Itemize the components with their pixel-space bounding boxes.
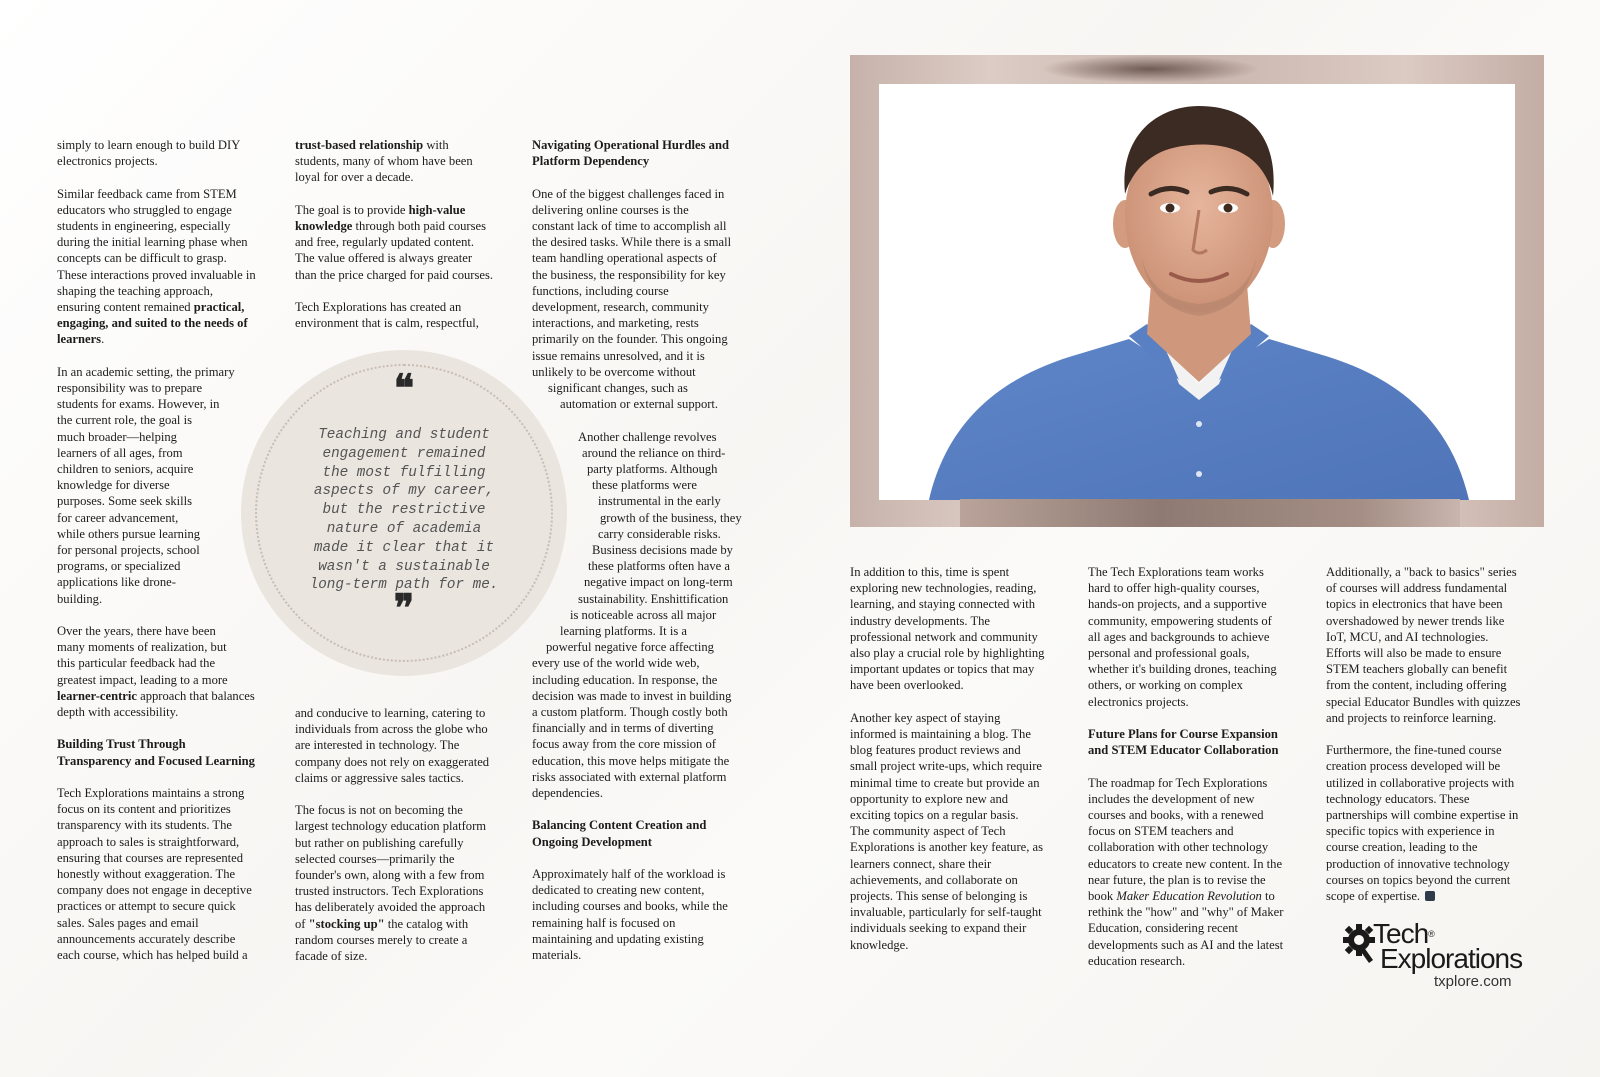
- text-line: students for exams. However, in: [57, 397, 220, 412]
- text-line: negative impact on long-term: [584, 575, 733, 590]
- text-line: loyal for over a decade.: [295, 170, 414, 185]
- text-line: carry considerable risks.: [598, 526, 721, 541]
- text-line: informed is maintaining a blog. The: [850, 727, 1031, 742]
- photo-frame-shadow: [960, 499, 1460, 527]
- text-line: has deliberately avoided the approach: [295, 900, 486, 915]
- paragraph: [295, 299, 520, 331]
- paragraph: [1088, 564, 1313, 710]
- text-line: blog features product reviews and: [850, 743, 1021, 758]
- column-5: [1088, 564, 1313, 985]
- paragraph: [532, 186, 762, 413]
- text-line: this particular feedback had the: [57, 656, 216, 671]
- text-line: remaining half is focused on: [532, 915, 676, 930]
- text-line: are interested in technology. The: [295, 738, 460, 753]
- text-line: ensuring content remained practical,: [57, 300, 245, 315]
- text-line: The value offered is always greater: [295, 251, 473, 266]
- text-line: focus on STEM teachers and: [1088, 824, 1234, 839]
- section-heading-navigating: Navigating Operational Hurdles and Platform Dependency: [532, 138, 729, 169]
- text-line: near future, the plan is to revise the: [1088, 872, 1266, 887]
- text-line: from the content, including offering: [1326, 678, 1507, 693]
- gear-icon: [1343, 924, 1377, 964]
- text-line: minimal time to create but provide an: [850, 775, 1040, 790]
- portrait-illustration: [879, 84, 1515, 500]
- text-line: announcements accurately describe: [57, 931, 236, 946]
- text-line: These interactions proved invaluable in: [57, 267, 256, 282]
- text-line: courses on topics beyond the current: [1326, 872, 1511, 887]
- text-line: learner-centric approach that balances: [57, 688, 255, 703]
- portrait-photo-frame: [850, 55, 1544, 527]
- text-line: and free, regularly updated content.: [295, 235, 475, 250]
- text-line: small project write-ups, which require: [850, 759, 1042, 774]
- text-line: dedicated to creating new content,: [532, 883, 705, 898]
- text-line: around the reliance on third-: [582, 445, 726, 460]
- text-line: and projects to reinforce learning.: [1326, 710, 1497, 725]
- paragraph: [57, 186, 282, 348]
- text-line: these platforms often have a: [588, 559, 730, 574]
- text-line: technology educators. These: [1326, 791, 1470, 806]
- column-6: [1326, 564, 1556, 920]
- text-line: individuals seeking to expand their: [850, 921, 1027, 936]
- text-line: honestly without exaggeration. The: [57, 867, 236, 882]
- text-line: Similar feedback came from STEM: [57, 186, 237, 201]
- text-line: made it clear that it: [313, 539, 495, 556]
- text-line: largest technology education platform: [295, 819, 487, 834]
- text-line: environment that is calm, respectful,: [295, 316, 479, 331]
- text-line: hands-on projects, and a supportive: [1088, 597, 1267, 612]
- paragraph: [1326, 742, 1556, 904]
- text-line: programs, or specialized: [57, 559, 181, 574]
- text-line: knowledge for diverse: [57, 478, 170, 493]
- text-line: selected courses—primarily the: [295, 851, 455, 866]
- text-line: claims or aggressive sales tactics.: [295, 770, 464, 785]
- text-line: applications like drone-: [57, 575, 176, 590]
- text-line: engaging, and suited to the needs of: [57, 316, 248, 331]
- text-line: aspects of my career,: [313, 483, 495, 500]
- text-line: delivering online courses is the: [532, 202, 689, 217]
- photo-frame-shadow: [1040, 55, 1260, 83]
- text-line: for career advancement,: [57, 510, 179, 525]
- text-line: Another challenge revolves: [578, 429, 717, 444]
- text-line: In addition to this, time is spent: [850, 565, 1010, 579]
- end-mark-icon: [1425, 891, 1435, 901]
- text-line: powerful negative force affecting: [546, 640, 714, 655]
- text-line: invaluable, particularly for self-taught: [850, 905, 1042, 920]
- text-line: decision was made to invest in building: [532, 688, 732, 703]
- text-line: have been overlooked.: [850, 678, 964, 693]
- text-line: greatest impact, leading to a more: [57, 672, 228, 687]
- text-line: long-term path for me.: [309, 577, 499, 594]
- text-line: overshadowed by newer trends like: [1326, 613, 1505, 628]
- text-line: learners.: [57, 332, 105, 347]
- text-line: individuals from across the globe who: [295, 722, 488, 737]
- text-line: building.: [57, 591, 103, 606]
- column-2: [295, 137, 520, 331]
- text-line: including courses and books, while the: [532, 899, 728, 914]
- paragraph: [57, 785, 282, 963]
- text-line: unlikely to be overcome without: [532, 364, 696, 379]
- text-line: while others pursue learning: [57, 526, 201, 541]
- text-line: transparency with its students. The: [57, 818, 232, 833]
- open-quote-icon: ❝: [393, 365, 415, 410]
- text-line: developments such as AI and the latest: [1088, 937, 1284, 952]
- text-line: dependencies.: [532, 786, 603, 801]
- text-line: book Maker Education Revolution to: [1088, 889, 1275, 904]
- text-line: each course, which has helped build a: [57, 948, 248, 963]
- text-line: the desired tasks. While there is a small: [532, 235, 732, 250]
- text-line: exploring new technologies, reading,: [850, 581, 1037, 596]
- text-line: trusted instructors. Tech Explorations: [295, 884, 484, 899]
- text-line: course creation, leading to the: [1326, 840, 1478, 855]
- paragraph: [850, 710, 1072, 953]
- section-heading-trust: Building Trust Through Transparency and Focused Learning: [57, 737, 255, 768]
- text-line: knowledge through both paid courses: [295, 219, 487, 233]
- text-line: education, this move helps mitigate the: [532, 753, 730, 768]
- text-line: Teaching and student: [318, 427, 490, 443]
- text-line: the business, the responsibility for key: [532, 267, 726, 282]
- text-line: professional network and community: [850, 629, 1038, 644]
- quote-text: [289, 426, 519, 595]
- paragraph: [532, 429, 762, 802]
- text-line: knowledge.: [850, 937, 909, 952]
- text-line: The community aspect of Tech: [850, 824, 1006, 839]
- text-line: purposes. Some seek skills: [57, 494, 193, 509]
- text-line: industry developments. The: [850, 613, 991, 628]
- text-line: but rather on publishing carefully: [295, 835, 464, 850]
- text-line: interactions, and marketing, rests: [532, 316, 699, 331]
- text-line: party platforms. Although: [587, 462, 718, 477]
- text-line: shaping the teaching approach,: [57, 283, 213, 298]
- text-line: significant changes, such as: [548, 381, 688, 396]
- text-line: sustainability. Enshittification: [578, 591, 729, 606]
- portrait-photo: [879, 84, 1515, 500]
- text-line: founder's own, along with a few from: [295, 868, 485, 883]
- text-line: IoT, MCU, and AI technologies.: [1326, 629, 1489, 644]
- text-line: In an academic setting, the primary: [57, 364, 235, 379]
- paragraph: [850, 564, 1072, 694]
- column-2-lower: [295, 705, 520, 980]
- text-line: Tech Explorations has created an: [295, 300, 462, 314]
- text-line: development, research, community: [532, 300, 709, 315]
- section-heading-future: Future Plans for Course Expansion and STEM Educator Collaboration: [1088, 727, 1279, 758]
- text-line: students in engineering, especially: [57, 219, 231, 233]
- text-line: than the price charged for paid courses.: [295, 267, 494, 282]
- text-line: but the restrictive: [322, 502, 486, 519]
- text-line: The Tech Explorations team works: [1088, 565, 1264, 579]
- text-line: Additionally, a "back to basics" series: [1326, 565, 1517, 579]
- text-line: also play a crucial role by highlighting: [850, 646, 1045, 661]
- text-line: including education. In response, the: [532, 672, 718, 687]
- text-line: is noticeable across all major: [570, 607, 717, 622]
- paragraph: [295, 802, 520, 964]
- text-line: courses and books, with a renewed: [1088, 808, 1264, 823]
- text-line: community, empowering students of: [1088, 613, 1272, 628]
- paragraph: [1088, 775, 1313, 969]
- text-line: of "stocking up" the catalog with: [295, 916, 469, 931]
- text-line: many moments of realization, but: [57, 640, 227, 655]
- text-line: maintaining and updating existing: [532, 931, 704, 946]
- text-line: others, or working on complex: [1088, 678, 1243, 693]
- text-line: learners connect, share their: [850, 856, 992, 871]
- text-line: collaboration with other technology: [1088, 840, 1269, 855]
- text-line: practices or attempt to secure quick: [57, 899, 236, 914]
- text-line: creation process developed will be: [1326, 759, 1501, 774]
- text-line: nature of academia: [326, 520, 482, 537]
- text-line: approach to sales is straightforward,: [57, 834, 240, 849]
- logo-text-explorations: Explorations: [1380, 943, 1523, 974]
- text-line: The goal is to provide high-value: [295, 202, 466, 217]
- paragraph: [295, 705, 520, 786]
- tech-explorations-logo[interactable]: [1343, 920, 1533, 990]
- text-line: risks associated with external platform: [532, 769, 727, 784]
- text-line: Furthermore, the fine-tuned course: [1326, 743, 1502, 758]
- text-line: responsibility was to prepare: [57, 381, 203, 396]
- text-line: the most fulfilling: [322, 464, 486, 481]
- paragraph: [295, 137, 520, 186]
- text-line: learning, and staying connected with: [850, 597, 1036, 612]
- text-line: during the initial learning phase when: [57, 235, 248, 250]
- text-line: a custom platform. Though costly both: [532, 705, 728, 720]
- text-line: constant lack of time to accomplish all: [532, 219, 727, 233]
- text-line: topics in electronics that have been: [1326, 597, 1503, 612]
- text-line: personal and professional goals,: [1088, 646, 1250, 661]
- text-line: includes the development of new: [1088, 791, 1255, 806]
- text-line: educators to create new content. In the: [1088, 856, 1283, 871]
- text-line: The roadmap for Tech Explorations: [1088, 775, 1268, 790]
- text-line: growth of the business, they: [600, 510, 742, 525]
- text-line: facade of size.: [295, 949, 368, 964]
- text-line: students, many of whom have been: [295, 154, 473, 169]
- text-line: focus on its content and prioritizes: [57, 802, 231, 817]
- text-line: primarily on the founder. This ongoing: [532, 332, 728, 347]
- text-line: Business decisions made by: [592, 543, 733, 558]
- text-line: trust-based relationship with: [295, 138, 449, 152]
- text-line: learning platforms. It is a: [560, 624, 687, 639]
- text-line: instrumental in the early: [598, 494, 721, 509]
- section-heading-balancing: Balancing Content Creation and Ongoing Development: [532, 818, 707, 849]
- text-line: scope of expertise.: [1326, 888, 1556, 904]
- text-line: achievements, and collaborate on: [850, 872, 1018, 887]
- text-line: company does not rely on exaggerated: [295, 754, 490, 769]
- text-line: these platforms were: [592, 478, 697, 493]
- text-line: Over the years, there have been: [57, 624, 216, 639]
- text-line: sales. Sales pages and email: [57, 915, 199, 930]
- text-line: and conducive to learning, catering to: [295, 706, 486, 720]
- text-line: depth with accessibility.: [57, 705, 179, 720]
- text-line: for personal projects, school: [57, 543, 200, 558]
- text-line: engagement remained: [322, 445, 486, 462]
- text-line: electronics projects.: [1088, 694, 1189, 709]
- text-line: STEM teachers globally can benefit: [1326, 662, 1508, 677]
- text-line: The focus is not on becoming the: [295, 803, 463, 818]
- text-line: One of the biggest challenges faced in: [532, 186, 725, 201]
- text-line: functions, including course: [532, 283, 669, 298]
- text-line: ensuring that courses are represented: [57, 850, 244, 865]
- close-quote-icon: ❞: [393, 585, 415, 630]
- text-line: education research.: [1088, 953, 1186, 968]
- text-line: partnerships will combine expertise in: [1326, 808, 1519, 823]
- text-line: projects. This sense of belonging is: [850, 889, 1028, 904]
- text-line: team handling operational aspects of: [532, 251, 717, 266]
- text-line: Education, considering recent: [1088, 921, 1239, 936]
- text-line: opportunity to explore new and: [850, 791, 1009, 806]
- text-line: utilized in collaborative projects with: [1326, 775, 1515, 790]
- text-line: random courses merely to create a: [295, 932, 468, 947]
- text-line: children to seniors, acquire: [57, 462, 194, 477]
- text-line: production of innovative technology: [1326, 856, 1510, 871]
- text-line: whether it's building drones, teaching: [1088, 662, 1277, 677]
- text-line: Approximately half of the workload is: [532, 867, 726, 882]
- text-line: educators who struggled to engage: [57, 202, 232, 217]
- text-line: financially and in terms of diverting: [532, 721, 714, 736]
- paragraph: simply to learn enough to build DIY electronics projects.: [57, 138, 241, 169]
- text-line: much broader—helping: [57, 429, 177, 444]
- text-line: Tech Explorations maintains a strong: [57, 786, 245, 801]
- text-line: concepts can be difficult to grasp.: [57, 251, 227, 266]
- text-line: specific topics with experience in: [1326, 824, 1495, 839]
- text-line: all ages and backgrounds to achieve: [1088, 629, 1270, 644]
- column-3: [532, 137, 762, 979]
- text-line: of courses will address fundamental: [1326, 581, 1508, 596]
- text-line: issue remains unresolved, and it is: [532, 348, 705, 363]
- text-line: every use of the world wide web,: [532, 656, 700, 671]
- text-line: Another key aspect of staying: [850, 710, 1001, 725]
- text-line: important updates or topics that may: [850, 662, 1035, 677]
- pull-quote: [241, 350, 567, 676]
- logo-text-tech: Tech®: [1373, 918, 1435, 949]
- text-line: special Educator Bundles with quizzes: [1326, 694, 1521, 709]
- text-line: company does not engage in deceptive: [57, 883, 252, 898]
- column-4: [850, 564, 1072, 969]
- paragraph: [532, 866, 762, 963]
- text-line: the current role, the goal is: [57, 413, 192, 428]
- text-line: automation or external support.: [560, 397, 719, 412]
- paragraph: [295, 202, 520, 283]
- text-line: materials.: [532, 948, 582, 963]
- text-line: Explorations is another key feature, as: [850, 840, 1044, 855]
- text-line: hard to offer high-quality courses,: [1088, 581, 1260, 596]
- paragraph: [57, 623, 282, 720]
- text-line: learners of all ages, from: [57, 445, 183, 460]
- paragraph: [1326, 564, 1556, 726]
- logo-url[interactable]: txplore.com: [1434, 973, 1512, 990]
- text-line: wasn't a sustainable: [318, 558, 490, 575]
- text-line: focus away from the core mission of: [532, 737, 716, 752]
- text-line: rethink the "how" and "why" of Maker: [1088, 905, 1284, 920]
- text-line: exciting topics on a regular basis.: [850, 808, 1019, 823]
- text-line: Efforts will also be made to ensure: [1326, 646, 1502, 661]
